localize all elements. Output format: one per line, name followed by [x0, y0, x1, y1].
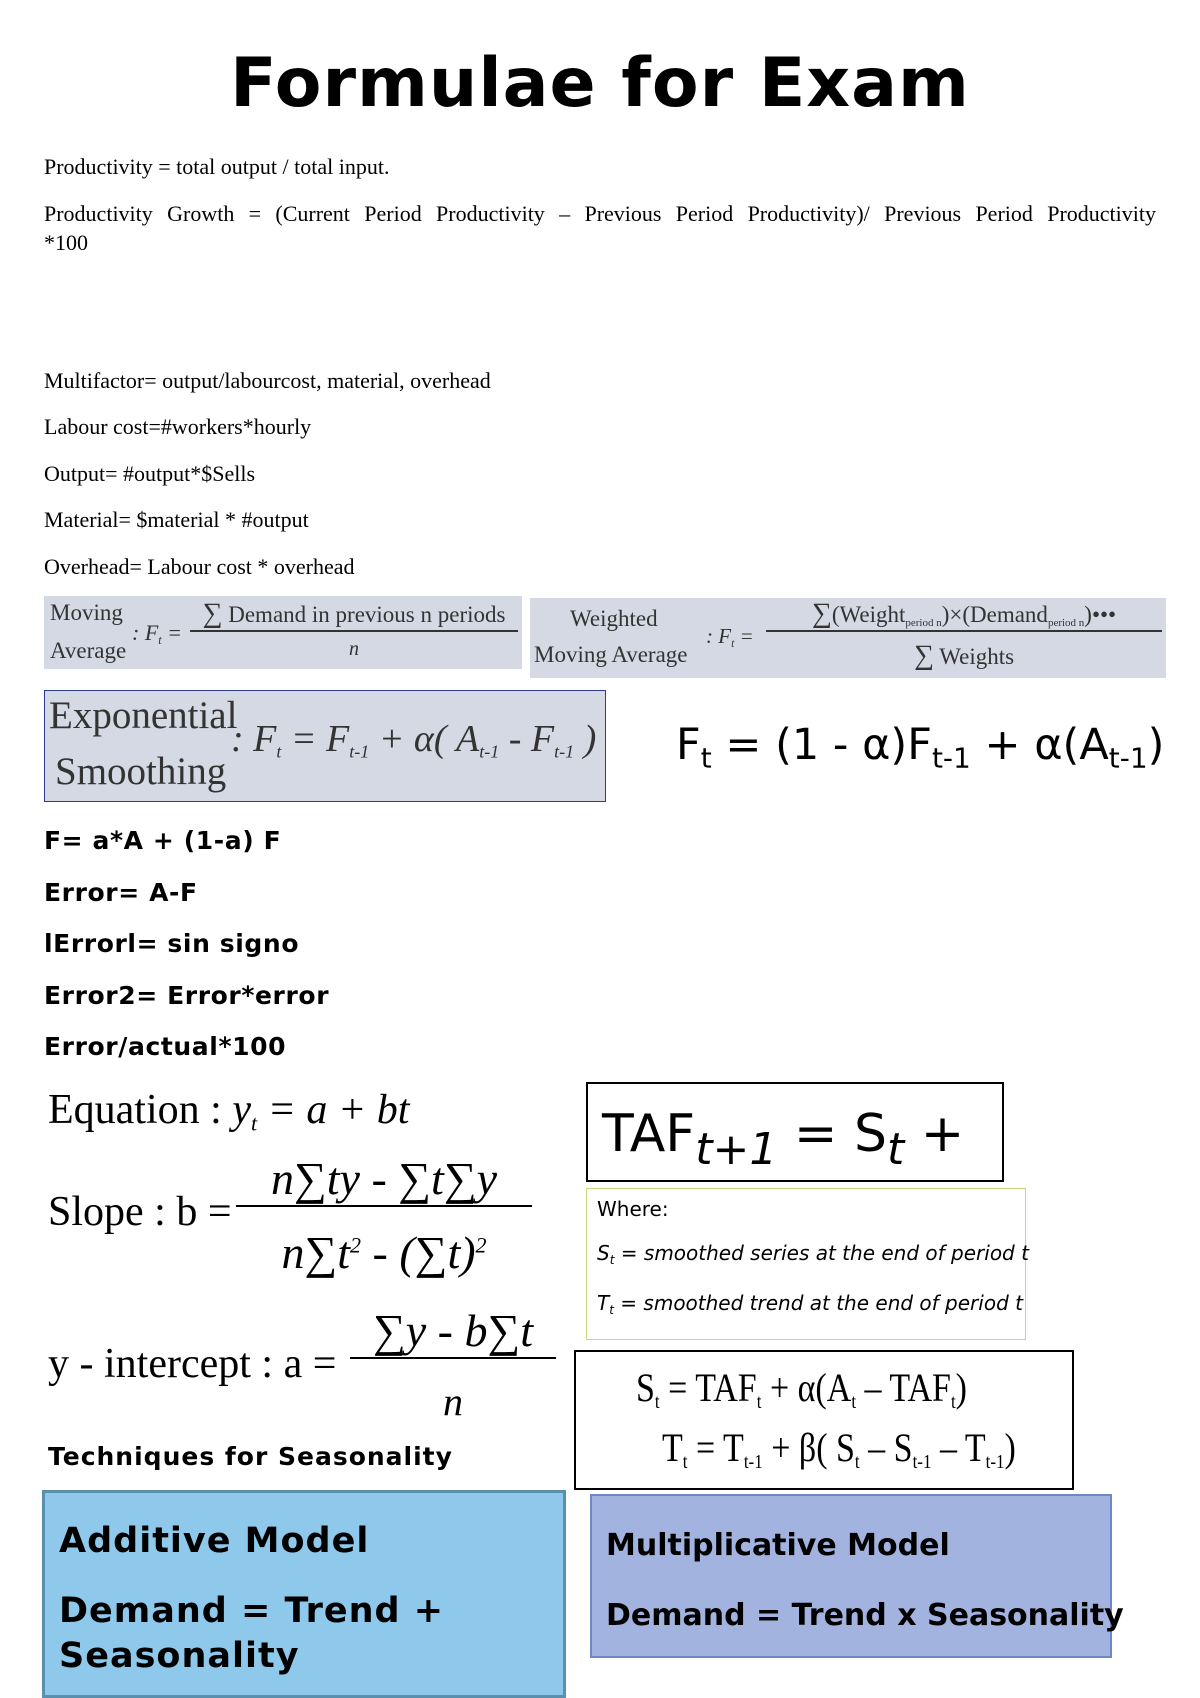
slope-denominator: $n\sum t^2 - (\sum t)^2$ [281, 1227, 487, 1278]
taf-formula-box [586, 1082, 1004, 1182]
productivity-growth-formula: Productivity Growth = (Current Period Productivity – Previous Period Productivity)/ Previous Period Productivity *100 [44, 201, 1156, 255]
exp-smoothing-label-top: Exponential [49, 694, 238, 737]
page-title: Formulae for Exam [230, 44, 970, 123]
percent-error-formula: Error/actual*100 [44, 1032, 287, 1061]
moving-average-formula [44, 596, 522, 669]
slope-label: Slope : b = [48, 1189, 232, 1235]
smoothed-trend-formula: $T_t = T_{t-1} + \beta$( $S_t - S_{t-1} - T_{t-1}$) [662, 1425, 1016, 1473]
exp-smoothing-label-bottom: Smoothing [55, 750, 227, 793]
weighted-ma-label-top: Weighted [570, 606, 658, 631]
additive-model-formula: Demand = Trend + Seasonality [59, 1591, 445, 1676]
moving-average-numerator: ∑ Demand in previous n periods [190, 598, 518, 632]
multiplicative-model-box [590, 1494, 1124, 1658]
multiplicative-model-title: Multiplicative Model [606, 1528, 950, 1563]
multiplicative-model-formula: Demand = Trend x Seasonality [606, 1598, 1124, 1633]
weighted-ma-denominator: ∑ Weights [913, 640, 1015, 671]
weighted-ma-numerator: ∑(Weight$_{period n}$)×(Demand$_{period n}$)••• [766, 598, 1162, 632]
tt-definition: $T_t$ = smoothed trend at the end of period t [597, 1291, 1023, 1318]
where-label: Where: [597, 1197, 669, 1221]
productivity-formula: Productivity = total output / total input. [44, 154, 390, 179]
additive-model-title: Additive Model [59, 1521, 370, 1561]
exp-smoothing-expression: : $F_t = F_{t-1} + \alpha$( $A_{t-1} - F_{t-1}$ ) [231, 718, 597, 762]
forecast-formula: F= a*A + (1-a) F [44, 826, 282, 855]
weighted-moving-average-formula [530, 598, 1166, 678]
multifactor-formula: Multifactor= output/labourcost, material, overhead [44, 368, 491, 393]
alt-exponential-formula: $F_t = (1 - \alpha)F_{t-1} + \alpha(A_{t-1})$ [676, 720, 1165, 775]
moving-average-denominator: n [349, 638, 359, 660]
trend-adjusted-update-box [574, 1350, 1074, 1490]
additive-model-box [42, 1490, 566, 1698]
smoothed-series-formula: $S_t = TAF_t + \alpha(A_t - TAF_t)$ [636, 1365, 967, 1413]
exponential-smoothing-formula [44, 690, 606, 802]
squared-error-formula: Error2= Error*error [44, 981, 330, 1010]
intercept-numerator: ∑y - b∑t [350, 1304, 556, 1359]
moving-average-lhs: : $F_t$ = [132, 620, 182, 648]
abs-error-formula: lErrorl= sin signo [44, 929, 300, 958]
weighted-ma-lhs: : $F_t$ = [706, 624, 754, 651]
moving-average-label-top: Moving [50, 600, 123, 625]
moving-average-label-bottom: Average [50, 638, 127, 663]
intercept-denominator: n [443, 1379, 463, 1424]
output-formula: Output= #output*$Sells [44, 461, 256, 486]
taf-formula: $TAF_{t+1} = S_t$ + [602, 1104, 965, 1176]
seasonality-heading: Techniques for Seasonality [48, 1442, 453, 1471]
material-formula: Material= $material * #output [44, 507, 309, 532]
labour-cost-formula: Labour cost=#workers*hourly [44, 414, 312, 439]
overhead-formula: Overhead= Labour cost * overhead [44, 554, 355, 579]
intercept-label: y - intercept : a = [48, 1341, 337, 1387]
slope-numerator: n∑ty - ∑t∑y [236, 1152, 532, 1207]
taf-definitions-box [586, 1188, 1029, 1340]
st-definition: $S_t$ = smoothed series at the end of period t [597, 1241, 1029, 1268]
weighted-ma-label-bottom: Moving Average [534, 642, 688, 667]
error-formula: Error= A-F [44, 878, 198, 907]
regression-equation: Equation : $y_t = a$ + bt [48, 1087, 410, 1136]
